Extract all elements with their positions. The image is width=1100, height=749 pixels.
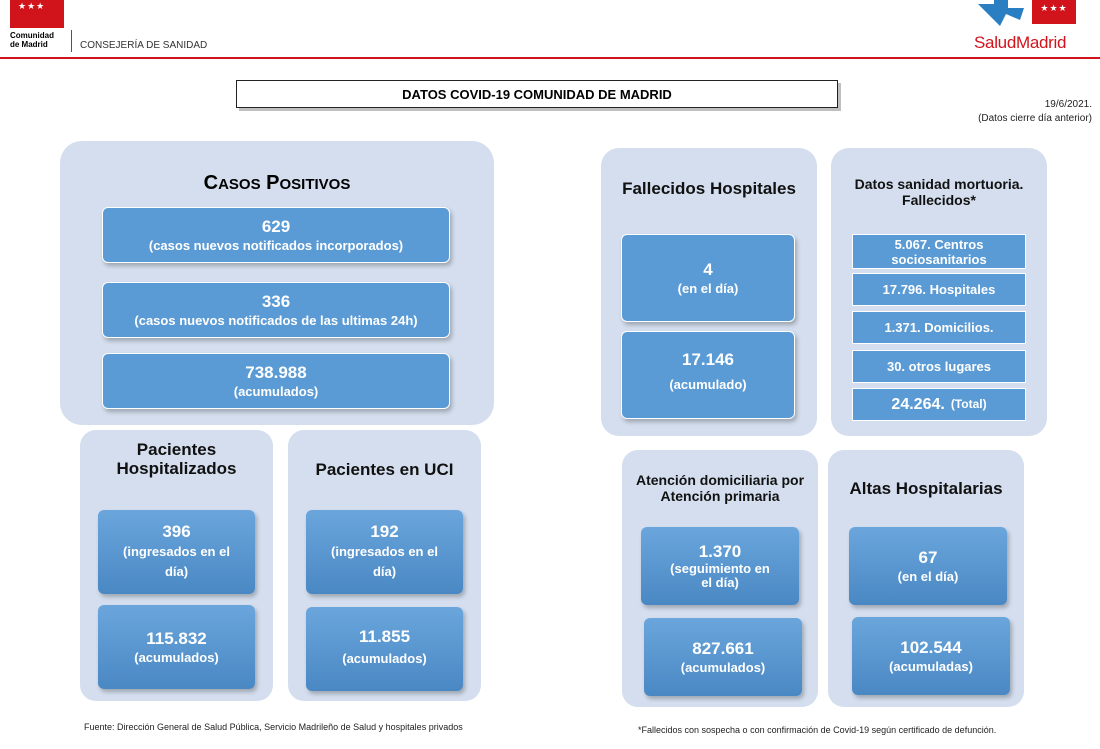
salud-madrid-text: SaludMadrid xyxy=(974,33,1067,52)
page-title: DATOS COVID-19 COMUNIDAD DE MADRID xyxy=(236,80,838,108)
mortuoria-domicilios: 1.371. Domicilios. xyxy=(852,311,1026,344)
uci-dia-value: 192 xyxy=(370,522,399,541)
hospitalizados-dia-value: 396 xyxy=(162,522,191,541)
footer-source: Fuente: Dirección General de Salud Pública, Servicio Madrileño de Salud y hospitales privados xyxy=(84,722,463,732)
fallecidos-dia-value: 4 xyxy=(703,259,713,279)
footer-note: *Fallecidos con sospecha o con confirmación de Covid-19 según certificado de defunción. xyxy=(638,725,997,735)
casos-24h-box xyxy=(102,282,450,338)
uci-acumulados-value: 11.855 xyxy=(358,627,411,646)
mortuoria-sociosanitarios: 5.067. Centros sociosanitarios xyxy=(852,234,1026,269)
date-value: 19/6/2021. xyxy=(1044,99,1092,110)
uci-dia-box xyxy=(306,510,463,594)
mortuoria-otros-lugares: 30. otros lugares xyxy=(852,350,1026,383)
comunidad-madrid-logo xyxy=(10,0,64,49)
altas-acumuladas-value: 102.544 xyxy=(900,637,962,657)
casos-acumulados-label: (acumulados) xyxy=(233,383,319,399)
altas-dia-value: 67 xyxy=(918,547,938,567)
domiciliaria-dia-label: (seguimiento en el día) xyxy=(670,561,770,590)
uci-acumulados-label: (acumulados) xyxy=(342,651,427,666)
casos-positivos-title: CASOS POSITIVOS xyxy=(203,172,351,194)
casos-nuevos-value: 629 xyxy=(261,216,291,236)
logo-text: Comunidad de Madrid xyxy=(10,31,54,49)
casos-24h-value: 336 xyxy=(261,291,291,311)
salud-madrid-symbol-icon xyxy=(976,0,1026,26)
hospitalizados-dia-box xyxy=(98,510,255,594)
casos-nuevos-box xyxy=(102,207,450,263)
mortuoria-hospitales: 17.796. Hospitales xyxy=(852,273,1026,306)
header-separator xyxy=(71,30,72,52)
domiciliaria-acumulados-value: 827.661 xyxy=(692,638,754,658)
uci-acumulados-box xyxy=(306,607,463,691)
consejeria-label: CONSEJERÍA DE SANIDAD xyxy=(80,40,208,51)
hospitalizados-title: Pacientes Hospitalizados xyxy=(116,440,237,478)
altas-title: Altas Hospitalarias xyxy=(849,479,1003,498)
mortuoria-total-value: 24.264. xyxy=(891,396,945,413)
report-date xyxy=(940,98,1092,126)
mortuoria-title: Datos sanidad mortuoria. Fallecidos* xyxy=(854,176,1024,208)
header-red-line xyxy=(0,57,1100,59)
casos-24h-label: (casos nuevos notificados de las ultimas 24h) xyxy=(134,312,418,328)
hospitalizados-acumulados-box xyxy=(98,605,255,689)
domiciliaria-dia-box xyxy=(641,527,799,605)
uci-dia-label: (ingresados en el día) xyxy=(331,544,438,579)
hospitalizados-dia-label: (ingresados en el día) xyxy=(123,544,230,579)
date-note: (Datos cierre día anterior) xyxy=(978,113,1092,124)
casos-acumulados-value: 738.988 xyxy=(245,362,307,382)
fallecidos-hospitales-title: Fallecidos Hospitales xyxy=(622,179,796,198)
fallecidos-acumulado-value: 17.146 xyxy=(682,350,734,369)
mortuoria-total xyxy=(852,388,1026,421)
fallecidos-dia-box xyxy=(621,234,795,322)
domiciliaria-acumulados-label: (acumulados) xyxy=(680,659,766,675)
fallecidos-dia-label: (en el día) xyxy=(677,280,739,296)
fallecidos-acumulado-label: (acumulado) xyxy=(669,377,747,392)
altas-dia-box xyxy=(849,527,1007,605)
domiciliaria-title: Atención domiciliaria por Atención primaria xyxy=(635,472,805,504)
altas-acumuladas-label: (acumuladas) xyxy=(889,658,973,674)
madrid-flag-small-icon: ★★★ xyxy=(1032,0,1076,24)
uci-title: Pacientes en UCI xyxy=(315,460,454,479)
fallecidos-acumulado-box xyxy=(621,331,795,419)
altas-acumuladas-box xyxy=(852,617,1010,695)
madrid-flag-icon: ★★★ xyxy=(10,0,64,28)
altas-dia-label: (en el día) xyxy=(897,568,959,584)
mortuoria-total-label: (Total) xyxy=(950,397,987,411)
hospitalizados-acumulados-value: 115.832 xyxy=(146,628,207,648)
salud-madrid-logo xyxy=(974,0,1084,54)
hospitalizados-acumulados-label: (acumulados) xyxy=(134,649,219,665)
casos-nuevos-label: (casos nuevos notificados incorporados) xyxy=(148,237,404,253)
casos-acumulados-box xyxy=(102,353,450,409)
domiciliaria-dia-value: 1.370 xyxy=(698,542,742,561)
domiciliaria-acumulados-box xyxy=(644,618,802,696)
